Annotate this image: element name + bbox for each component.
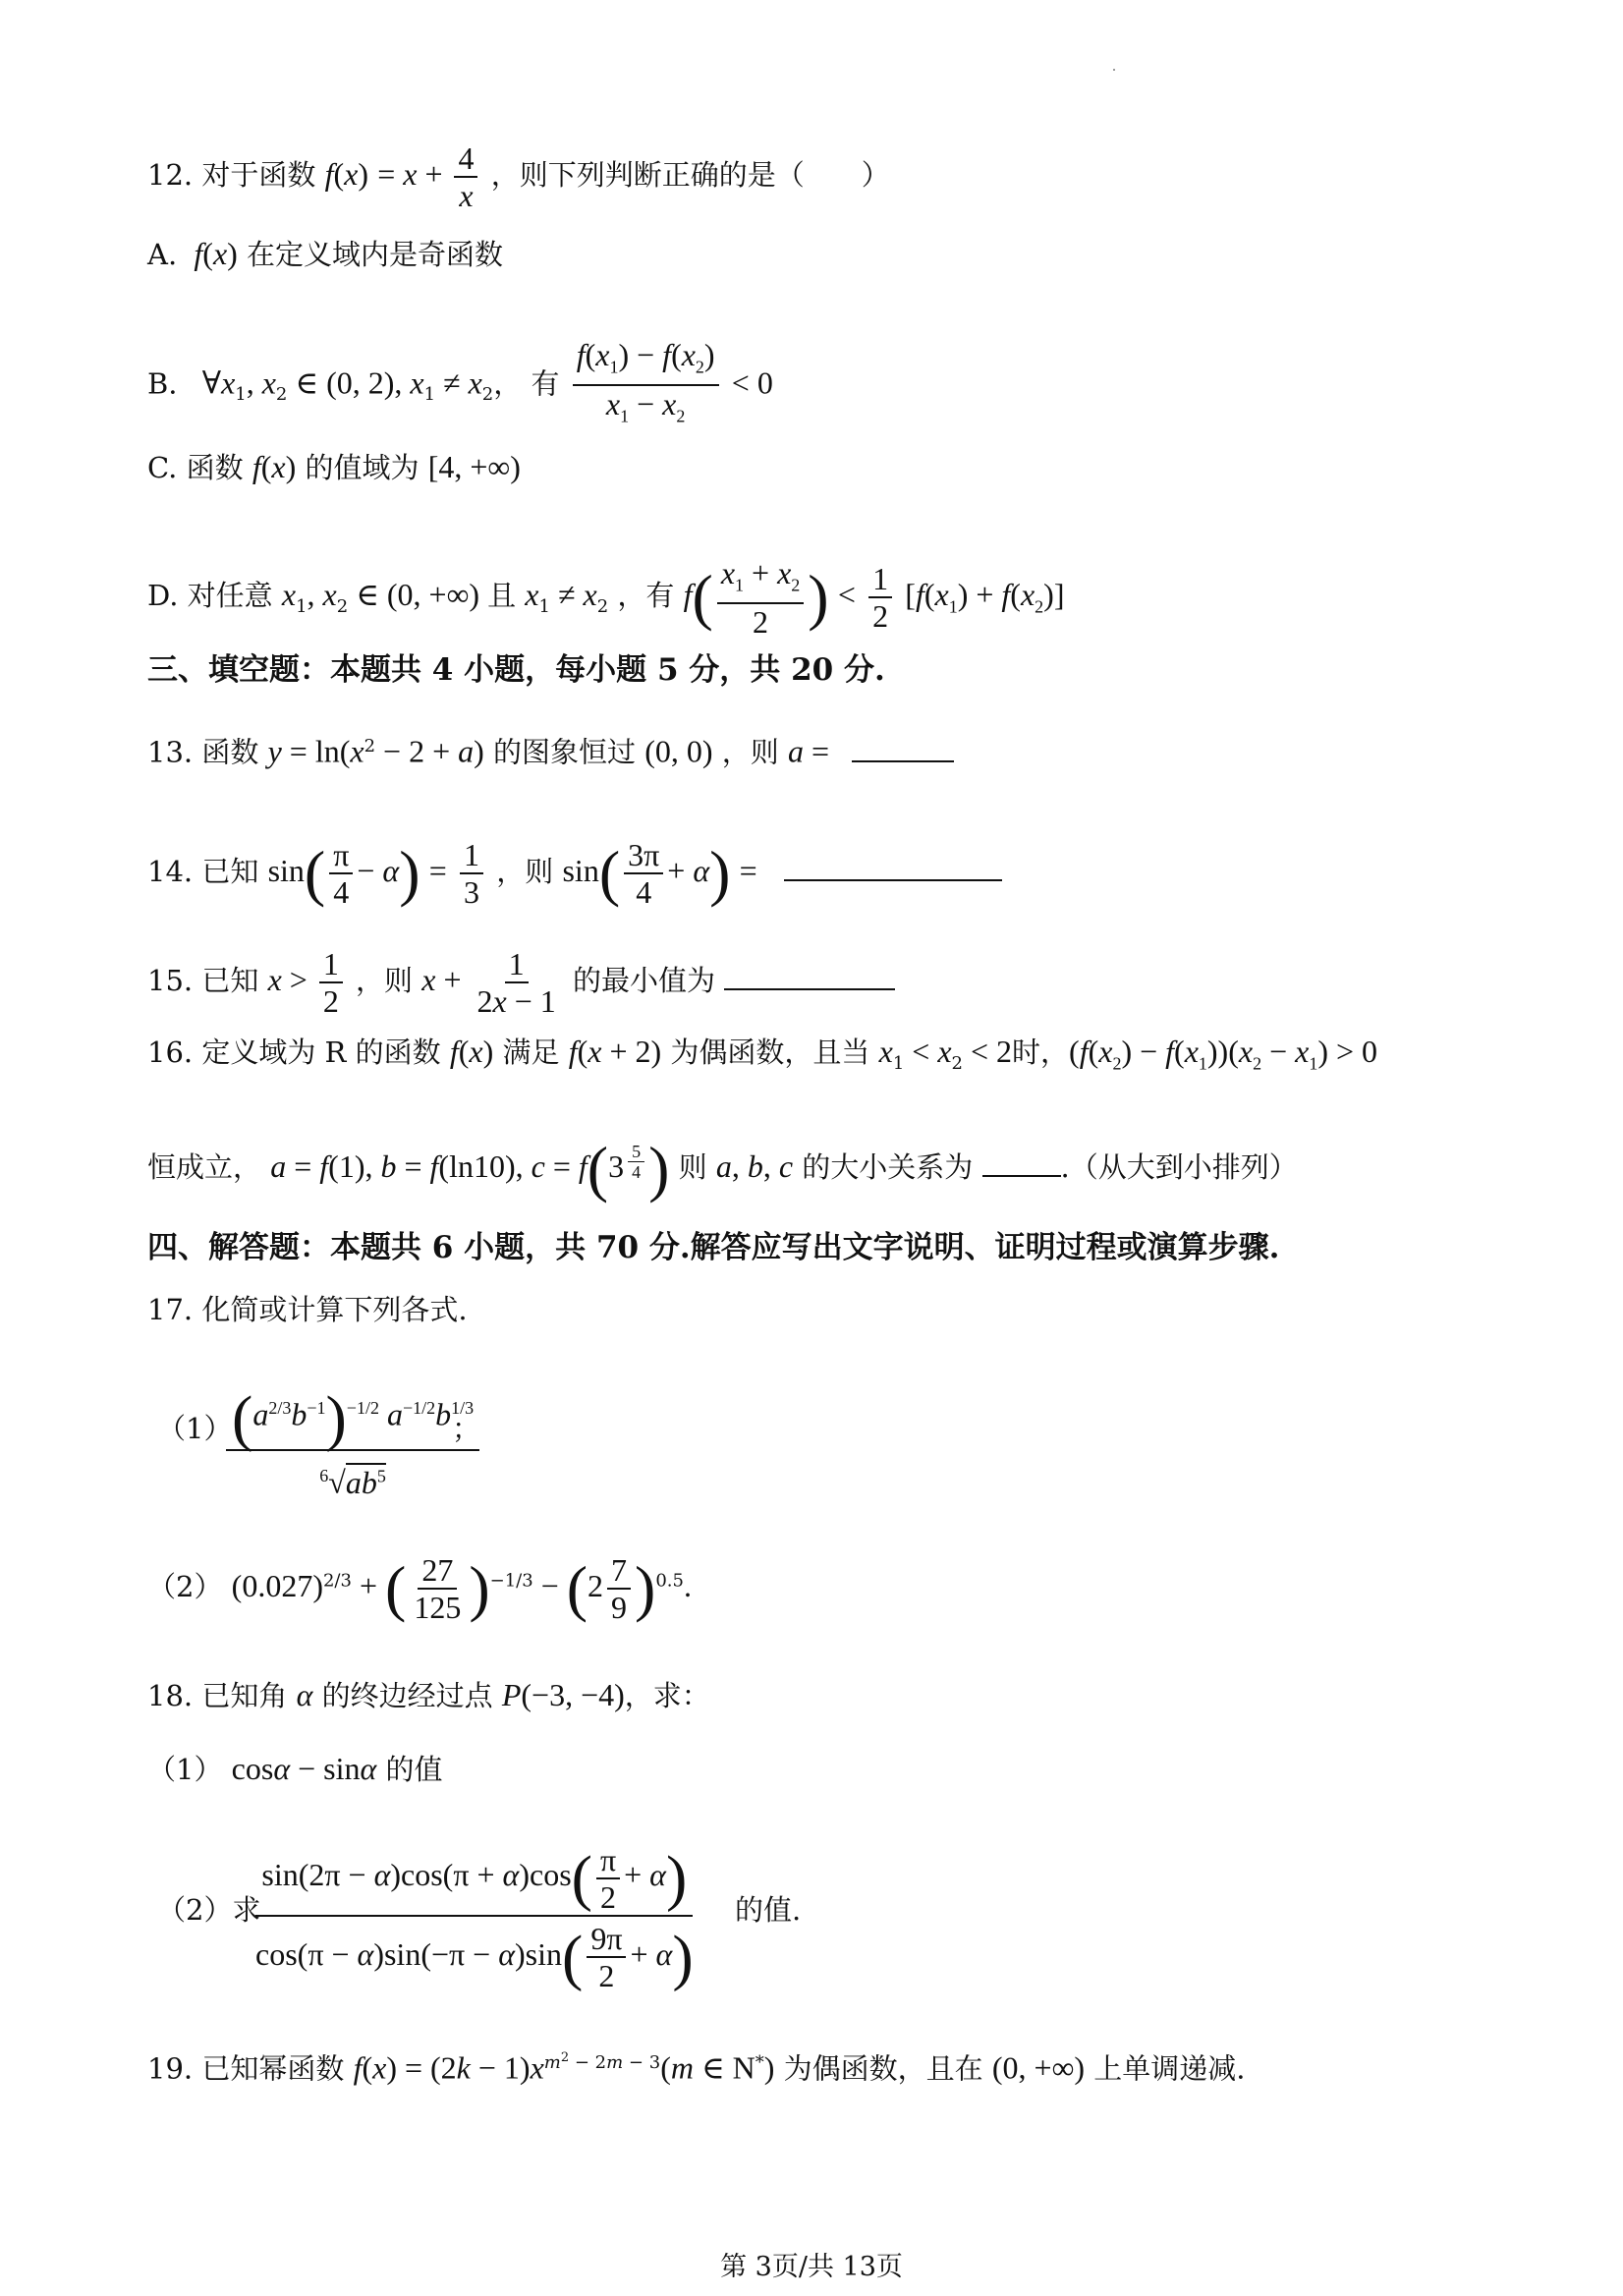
speck	[1113, 69, 1115, 71]
q17-stem: 17. 化简或计算下列各式.	[147, 1293, 468, 1326]
q12-option-c: C. 函数 f(x) 的值域为 [4, +∞)	[147, 449, 521, 484]
q12-fraction: $\frac{4}{x}$	[454, 140, 477, 213]
section-4-title: 四、解答题：本题共 6 小题，共 70 分.解答应写出文字说明、证明过程或演算步骤.	[147, 1230, 1280, 1265]
q15: 15. 已知 x > $\frac{1}{2}$ ，则 x + $\frac{1}{2x - 1}$ 的最小值为	[147, 946, 895, 1019]
q16-line1: 16. 定义域为 R 的函数 f(x) 满足 f(x + 2) 为偶函数，且当 $x_1 < x_2 < 2$时，$(f(x_2) - f(x_1))(x_2 - x_1) > 0$	[147, 1034, 1378, 1074]
q12-option-a: A. f(x) 在定义域内是奇函数	[147, 236, 504, 271]
page-footer: 第 3页/共 13页	[720, 2252, 903, 2282]
q16-answer-blank[interactable]	[982, 1148, 1061, 1177]
q18-stem: 18. 已知角 α 的终边经过点 P(−3, −4)，求：	[147, 1677, 710, 1712]
q19: 19. 已知幂函数 $f(x) = (2k - 1)x^{m^2 - 2m - 3}(m$ ∈ N*) 为偶函数，且在 (0, +∞) 上单调递减.	[147, 2049, 1246, 2086]
q12-option-d: D. 对任意 $x_1$, $x_2$ ∈ (0, +∞) 且 $x_1 \ne x_2$ ，有 f( $\frac{x_1 + x_2}{2}$ ) < $\frac{1}{2}$ $[f(x_1) + f(x_2)]$	[147, 555, 1065, 641]
section-3-title: 三、填空题：本题共 4 小题，每小题 5 分，共 20 分.	[147, 652, 885, 688]
q12-option-b: B. $\forall x_1$, $x_2$ ∈ (0, 2), $x_1 \ne x_2$， 有 $\frac{f(x_1) - f(x_2)}{x_1 - x_2}$ < 0	[147, 337, 773, 434]
q17-1-fraction: $(a^{2/3}b^{-1})^{-1/2}$ $a^{-1/2}b^{1/3}$ $^6√ab^5$	[226, 1373, 479, 1507]
q18-part1: （1） cosα − sinα 的值	[147, 1751, 443, 1786]
q12-stem: 12. 对于函数 f(x) = x + $\frac{4}{x}$ ，则下列判断正确的是（ ）	[147, 140, 890, 213]
q13-answer-blank[interactable]	[852, 733, 954, 762]
q18-2-fraction: sin(2π − α)cos(π + α)cos( $\frac{\pi}{2}$ + α) cos(π − α)sin(−π − α)sin( $\frac{9\pi}{2}$ + α)	[255, 1837, 694, 1993]
q14: 14. 已知 sin( $\frac{\pi}{4}$ − α) = $\frac{1}{3}$ ，则 sin( $\frac{3\pi}{4}$ + α) =	[147, 837, 1002, 910]
q17-part2: （2） $(0.027)^{2/3}$ + ( $\frac{27}{125}$ )$^{-1/3}$ − (2 $\frac{7}{9}$ )$^{0.5}$.	[147, 1552, 692, 1625]
q12-b-fraction: $\frac{f(x_1) - f(x_2)}{x_1 - x_2}$	[573, 337, 719, 434]
q15-answer-blank[interactable]	[724, 961, 895, 990]
q13: 13. 函数 $y = \ln(x^2 - 2 + a)$ 的图象恒过 (0, 0) ，则 a =	[147, 727, 954, 772]
q14-answer-blank[interactable]	[784, 852, 1002, 881]
q16-line2: 恒成立， a = f(1), b = f(ln10), c = f(3 $^{\frac{5}{4}}$ ) 则 a, b, c 的大小关系为 .（从大到小排列）	[147, 1134, 1298, 1204]
